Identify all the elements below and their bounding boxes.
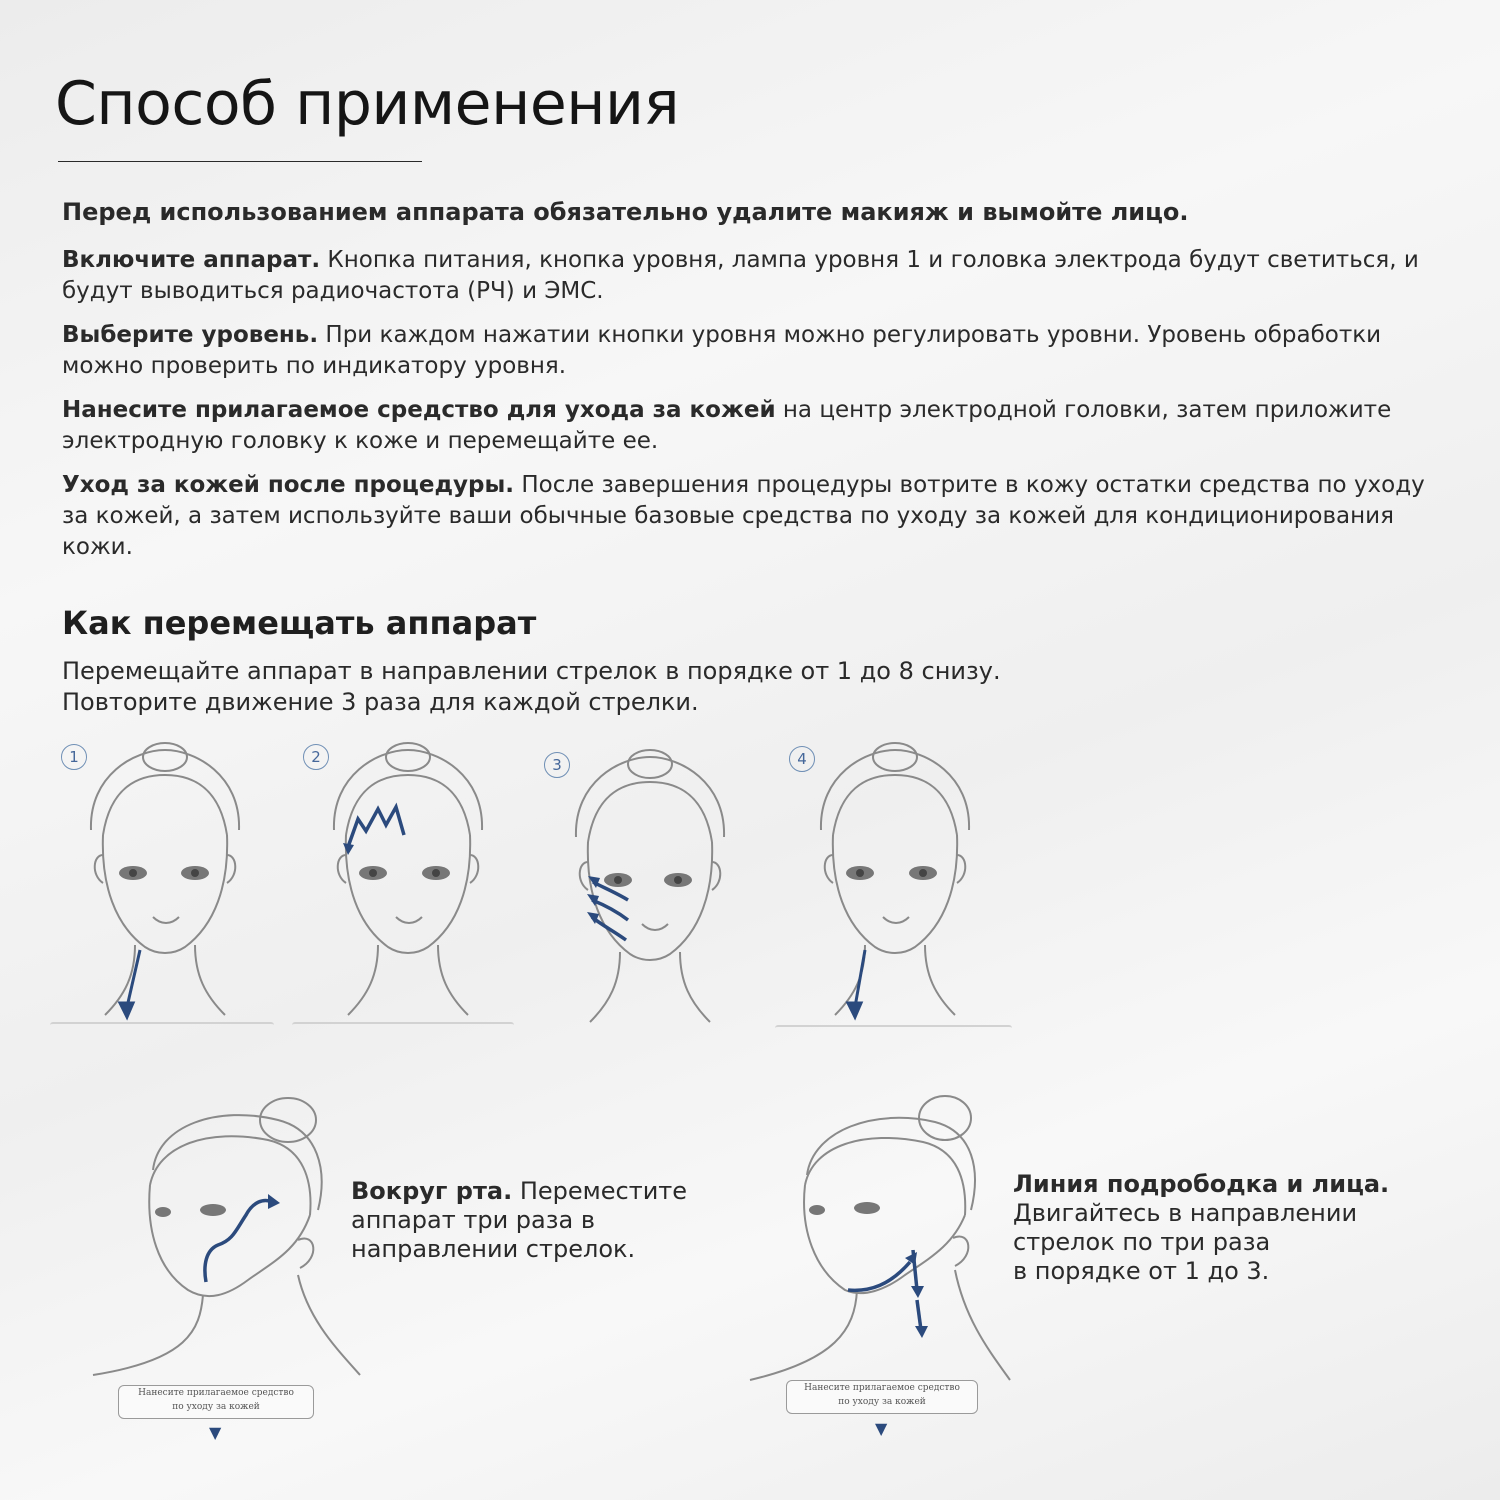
step-bold: Включите аппарат. [62,247,321,273]
instruction-card [118,1385,314,1419]
face-illustration-jawline [745,1090,1015,1390]
step-bold: Уход за кожей после процедуры. [62,472,515,498]
caption-text: Двигайтесь в направлении [1013,1199,1358,1227]
step-text: После завершения процедуры вотрите в кожу остатки средства по уходу за кожей, а затем используйте ваши обычные базовые средства по уходу за кожей для кондиционирования кожи. [62,472,1425,560]
step-number-2: 2 [303,744,329,770]
how-line-2: Повторите движение 3 раза для каждой стрелки. [62,688,699,716]
section-title-how-to-move: Как перемещать аппарат [62,604,537,642]
caption-text: стрелок по три раза [1013,1228,1271,1256]
caption-around-mouth [351,1177,687,1264]
step-select-level [62,320,1442,382]
step-text: Кнопка питания, кнопка уровня, лампа уровня 1 и головка электрода будут светиться, и будут выводиться радиочастота (РЧ) и ЭМС. [62,247,1419,304]
step-text: на центр электродной головки, затем приложите электродную головку к коже и перемещайте ее. [62,397,1392,454]
step-apply-gel [62,395,1442,457]
step-bold: Выберите уровень. [62,322,319,348]
caption-text: направлении стрелок. [351,1235,636,1263]
figure-baseline [775,1025,1012,1033]
face-illustration-2 [318,735,508,1035]
caption-text: аппарат три раза в [351,1206,595,1234]
title-underline [58,161,422,162]
step-number-1: 1 [61,744,87,770]
card-line: Нанесите прилагаемое средство [804,1383,960,1393]
page-title: Способ применения [55,69,680,139]
how-line-1: Перемещайте аппарат в направлении стрелок в порядке от 1 до 8 снизу. [62,657,1001,685]
intro-text: Перед использованием аппарата обязательно удалите макияж и вымойте лицо. [62,198,1189,226]
step-power-on [62,245,1442,307]
caption-text: Переместите [512,1177,688,1205]
step-bold: Нанесите прилагаемое средство для ухода за кожей [62,397,776,423]
figure-baseline [50,1022,274,1030]
caption-text: в порядке от 1 до 3. [1013,1257,1270,1285]
figure-baseline [292,1022,514,1030]
card-line: по уходу за кожей [838,1397,926,1407]
step-number-3: 3 [544,752,570,778]
instruction-card [786,1380,978,1414]
face-illustration-4 [805,735,995,1035]
face-illustration-1 [75,735,265,1035]
step-aftercare [62,470,1442,563]
card-line: Нанесите прилагаемое средство [138,1388,294,1398]
step-text: При каждом нажатии кнопки уровня можно регулировать уровни. Уровень обработки можно проверить по индикатору уровня. [62,322,1382,379]
arrow-down-icon: ▼ [209,1423,222,1442]
step-number-4: 4 [789,746,815,772]
arrow-down-icon: ▼ [875,1419,888,1438]
caption-bold: Вокруг рта. [351,1177,513,1205]
caption-jawline [1013,1170,1389,1286]
face-illustration-3 [560,742,750,1032]
face-illustration-mouth [88,1090,368,1390]
caption-bold: Линия подрободка и лица. [1013,1170,1390,1198]
card-line: по уходу за кожей [172,1402,260,1412]
